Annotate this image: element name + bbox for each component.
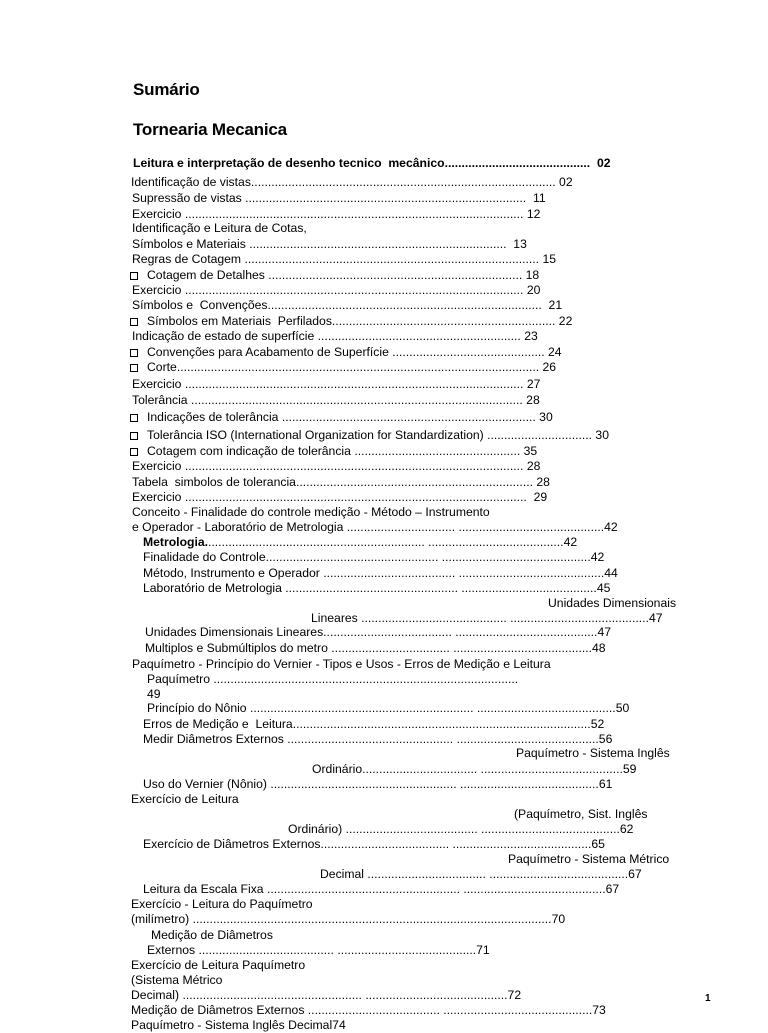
toc-entry-title: Símbolos e Materiais <box>132 237 250 251</box>
toc-entry-title: Regras de Cotagem <box>132 252 245 266</box>
toc-entry <box>508 852 669 867</box>
toc-entry <box>131 1018 346 1033</box>
toc-entry-leader-dots: ........................................................................... <box>268 268 523 282</box>
toc-entry-page: 71 <box>476 943 490 957</box>
toc-entry-page: 28 <box>523 459 541 473</box>
toc-entry-page: 52 <box>590 717 605 731</box>
toc-entry <box>131 988 521 1003</box>
toc-entry-title: Medir Diâmetros Externos <box>143 732 288 746</box>
toc-entry <box>132 475 550 490</box>
document-title: Tornearia Mecanica <box>133 120 287 139</box>
toc-entry-leader-dots: ............................................................................ <box>249 237 507 251</box>
toc-entry-page: 61 <box>598 777 613 791</box>
toc-entry-page: 70 <box>551 912 566 926</box>
toc-entry-page: 35 <box>520 444 538 458</box>
toc-entry-page: 02 <box>555 175 573 189</box>
toc-entry-title: Corte <box>147 360 177 374</box>
toc-entry <box>132 520 618 535</box>
toc-entry <box>132 505 490 520</box>
toc-entry-page: 44 <box>604 566 618 580</box>
toc-entry-title: Laboratório de Metrologia <box>143 581 286 595</box>
toc-entry-title: Paquímetro - Sistema Inglês <box>516 746 670 760</box>
checkbox-bullet-icon <box>130 364 138 372</box>
toc-entry-leader-dots: .................................................................................................... <box>184 207 524 221</box>
toc-entry <box>132 207 540 222</box>
toc-entry-leader-dots: ................................................... ........................................ <box>285 581 597 595</box>
toc-entry-leader-dots: ..................................................... .......................................... <box>182 988 508 1002</box>
toc-entry <box>143 535 577 550</box>
toc-entry-title: Decimal <box>320 867 368 881</box>
toc-entry-title: Princípio do Nônio <box>147 701 250 715</box>
toc-entry-leader-dots: .................................................................................................... <box>184 377 524 391</box>
toc-entry-page: 30 <box>592 428 609 442</box>
toc-entry-page: 18 <box>522 268 540 282</box>
toc-entry-title: Finalidade do Controle <box>143 550 266 564</box>
toc-entry <box>130 360 556 375</box>
toc-entry-leader-dots: ........................................ ......................................... <box>198 943 477 957</box>
toc-entry-title: Identificação de vistas <box>131 175 251 189</box>
toc-entry <box>132 459 540 474</box>
toc-entry-page: 59 <box>622 762 637 776</box>
toc-entry-leader-dots: ................................................. .......................................... <box>287 732 599 746</box>
toc-entry-leader-dots: .................................................................................................... <box>184 283 524 297</box>
toc-entry-title: Indicações de tolerância <box>147 410 282 424</box>
toc-entry-page: 13 <box>506 237 527 251</box>
toc-entry-leader-dots: ........................................................................................................... <box>176 360 540 374</box>
toc-entry-title: (Paquímetro, Sist. Inglês <box>514 807 648 821</box>
toc-entry-page: 74 <box>332 1018 346 1032</box>
toc-entry-page: 72 <box>507 988 522 1002</box>
toc-entry-title: Exercicio <box>132 283 185 297</box>
toc-entry <box>143 581 610 596</box>
toc-entry-leader-dots: ............................................. <box>392 345 545 359</box>
toc-entry-page: 50 <box>615 701 630 715</box>
toc-entry-title: Símbolos em Materiais Perfilados <box>147 314 332 328</box>
toc-entry <box>548 596 676 611</box>
toc-entry-page: 47 <box>597 625 612 639</box>
toc-entry-page: 30 <box>535 410 553 424</box>
toc-entry-page: 45 <box>596 581 611 595</box>
toc-entry <box>130 345 562 360</box>
toc-entry-page: 65 <box>591 837 605 851</box>
toc-entry-title: 49 <box>147 687 161 701</box>
toc-entry-leader-dots: ........................................... ......................................... <box>361 611 649 625</box>
toc-entry <box>130 428 609 443</box>
toc-entry-title: Medição de Diâmetros Externos <box>131 1003 308 1017</box>
toc-entry <box>132 252 556 267</box>
toc-entry <box>288 822 633 837</box>
toc-entry <box>132 191 546 206</box>
toc-entry-leader-dots: ........................................... <box>444 156 591 170</box>
toc-entry <box>143 717 604 732</box>
toc-entry-title: Paquímetro <box>147 672 214 686</box>
toc-entry-page: 28 <box>522 393 540 407</box>
checkbox-bullet-icon <box>130 318 138 326</box>
toc-entry-title: Erros de Medição e Leitura <box>143 717 293 731</box>
toc-entry-page: 02 <box>590 156 611 170</box>
toc-entry-title: Decimal) <box>131 988 183 1002</box>
toc-entry <box>145 625 611 640</box>
toc-entry-title: Identificação e Leitura de Cotas, <box>132 221 307 235</box>
toc-entry-leader-dots: ................................................. <box>354 444 521 458</box>
toc-entry-page: 22 <box>555 314 573 328</box>
toc-entry-title: Símbolos e Convenções <box>132 298 268 312</box>
toc-entry <box>143 777 612 792</box>
toc-entry-title: Metrologia. <box>143 535 209 549</box>
toc-entry-title: (milímetro) <box>131 912 193 926</box>
toc-entry-page: 21 <box>541 298 563 312</box>
toc-entry-title: Exercício de Diâmetros Externos <box>143 837 321 851</box>
toc-entry-leader-dots: ................................................................................... <box>245 191 527 205</box>
toc-entry-title: Medição de Diâmetros <box>151 928 273 942</box>
toc-entry-leader-dots: ....................................... ......................................... <box>345 822 620 836</box>
toc-entry-title: Leitura e interpretação de desenho tecnico mecânico <box>133 156 445 170</box>
toc-entry-title: Indicação de estado de superfície <box>132 329 318 343</box>
toc-entry-title: Uso do Vernier (Nônio) <box>143 777 271 791</box>
toc-entry-leader-dots: ........................................................................................ <box>292 717 591 731</box>
toc-entry-page: 23 <box>520 329 538 343</box>
toc-entry <box>143 550 604 565</box>
toc-entry <box>147 687 161 702</box>
checkbox-bullet-icon <box>130 414 138 422</box>
toc-title: Sumário <box>133 80 200 99</box>
toc-entry <box>131 912 565 927</box>
toc-entry-leader-dots: .................................. .......................................... <box>362 762 623 776</box>
toc-entry-page: 42 <box>604 520 618 534</box>
toc-entry-title: Externos <box>147 943 199 957</box>
toc-entry <box>143 837 605 852</box>
checkbox-bullet-icon <box>130 272 138 280</box>
toc-entry-page: 27 <box>523 377 541 391</box>
toc-entry-leader-dots: ................................ ........................................... <box>346 520 605 534</box>
toc-entry-page: 67 <box>605 882 620 896</box>
toc-entry-title: Exercicio <box>132 207 185 221</box>
toc-entry-title: Exercício de Leitura Paquímetro <box>131 958 306 972</box>
toc-entry <box>147 943 490 958</box>
toc-entry-page: 48 <box>592 641 606 655</box>
toc-entry-page: 42 <box>590 550 605 564</box>
toc-entry <box>130 314 572 329</box>
toc-entry-title: Cotagem de Detalhes <box>147 268 269 282</box>
toc-entry-leader-dots: .......................................................................................................... <box>192 912 552 926</box>
toc-entry-page: 26 <box>539 360 557 374</box>
toc-entry-title: Paquímetro - Princípio do Vernier - Tipos e Usos - Erros de Medição e Leitura <box>132 657 551 671</box>
toc-entry-leader-dots: .......................................................................................... <box>250 175 556 189</box>
toc-entry-title: Multiplos e Submúltiplos do metro <box>145 641 332 655</box>
checkbox-bullet-icon <box>130 448 138 456</box>
toc-entry-leader-dots: ....................................................... ......................................... <box>270 777 599 791</box>
toc-entry-leader-dots: ....................................................................................... <box>244 252 540 266</box>
toc-entry-title: (Sistema Métrico <box>131 973 223 987</box>
toc-entry-title: Exercicio <box>132 459 185 473</box>
toc-entry <box>131 973 222 988</box>
toc-entry-leader-dots: .................................................................. ......................................... <box>249 701 616 715</box>
toc-entry-title: Exercicio <box>132 377 185 391</box>
toc-entry-leader-dots: ............................... <box>487 428 593 442</box>
toc-entry-title: Paquímetro - Sistema Inglês Decimal <box>131 1018 333 1032</box>
toc-entry <box>516 746 670 761</box>
toc-entry <box>132 237 527 252</box>
toc-entry-title: Lineares <box>311 611 362 625</box>
toc-entry-title: Supressão de vistas <box>132 191 246 205</box>
toc-entry-page: 11 <box>526 191 546 205</box>
toc-entry <box>312 762 636 777</box>
toc-entry <box>147 701 629 716</box>
toc-entry <box>145 641 606 656</box>
toc-entry-leader-dots: ............................................................ <box>317 329 521 343</box>
toc-entry-title: Exercicio <box>132 490 185 504</box>
toc-entry <box>130 410 553 425</box>
toc-entry <box>143 732 612 747</box>
toc-entry-page: 20 <box>523 283 541 297</box>
toc-entry-leader-dots: .................................................................. <box>331 314 556 328</box>
toc-entry-leader-dots: ................................................... ............................................ <box>265 550 591 564</box>
toc-entry <box>132 393 540 408</box>
toc-entry-leader-dots: ...................................... ......................................... <box>320 837 592 851</box>
toc-entry <box>131 958 305 973</box>
toc-entry-leader-dots: ...................................................................... <box>295 475 533 489</box>
toc-entry <box>131 175 573 190</box>
toc-entry-title: e Operador - Laboratório de Metrologia <box>132 520 347 534</box>
toc-entry-page: 15 <box>539 252 557 266</box>
toc-entry <box>132 329 538 344</box>
toc-entry <box>132 377 540 392</box>
toc-entry <box>514 807 647 822</box>
toc-entry-title: Ordinário) <box>288 822 346 836</box>
toc-entry <box>132 221 307 236</box>
toc-entry <box>143 566 618 581</box>
toc-entry-leader-dots: .................................................................................................. <box>190 393 523 407</box>
toc-entry-title: Método, Instrumento e Operador <box>143 566 324 580</box>
toc-entry-title: Unidades Dimensionais <box>548 596 677 610</box>
toc-entry <box>133 156 611 171</box>
checkbox-bullet-icon <box>130 349 138 357</box>
toc-entry <box>131 897 313 912</box>
toc-entry <box>132 298 562 313</box>
toc-entry-leader-dots: .................................................................................................... <box>184 459 524 473</box>
toc-entry <box>320 867 642 882</box>
toc-entry-page: 24 <box>544 345 562 359</box>
toc-entry-leader-dots: ....................................... ........................................... <box>323 566 605 580</box>
toc-entry-title: Conceito - Finalidade do controle medição - Método – Instrumento <box>132 505 490 519</box>
toc-entry-leader-dots: ......................................................... .......................................... <box>266 882 606 896</box>
page-number: 1 <box>705 993 711 1004</box>
toc-entry-page: 62 <box>619 822 634 836</box>
toc-entry-title: Cotagem com indicação de tolerância <box>147 444 355 458</box>
toc-entry-leader-dots: ................................... ......................................... <box>367 867 629 881</box>
toc-entry-title: Exercício - Leitura do Paquímetro <box>131 897 313 911</box>
toc-entry <box>130 268 539 283</box>
toc-entry <box>143 882 619 897</box>
toc-entry-page: 29 <box>526 490 548 504</box>
toc-entry-page: 28 <box>532 475 550 489</box>
toc-entry <box>132 490 547 505</box>
toc-entry <box>132 283 540 298</box>
toc-entry-title: Tolerância ISO (International Organization for Standardization) <box>147 428 488 442</box>
checkbox-bullet-icon <box>130 432 138 440</box>
toc-entry-page: 56 <box>598 732 613 746</box>
toc-entry <box>132 657 551 672</box>
toc-entry-title: Ordinário <box>312 762 363 776</box>
toc-entry <box>147 672 518 687</box>
toc-entry-page: 73 <box>592 1003 606 1017</box>
toc-entry <box>131 792 239 807</box>
toc-entry-title: Paquímetro - Sistema Métrico <box>508 852 670 866</box>
toc-entry-leader-dots: ................................................................ ........................................ <box>208 535 564 549</box>
toc-entry-leader-dots: ................................................................................. <box>267 298 542 312</box>
toc-entry-leader-dots: ........................................................................... <box>281 410 536 424</box>
toc-entry <box>131 1003 606 1018</box>
toc-entry-leader-dots: ................................... ......................................... <box>331 641 593 655</box>
toc-entry-title: Exercício de Leitura <box>131 792 239 806</box>
toc-entry-leader-dots: .......................................................................................... <box>213 672 519 686</box>
toc-entry-title: Tabela simbolos de tolerancia <box>132 475 296 489</box>
toc-entry-title: Leitura da Escala Fixa <box>143 882 267 896</box>
toc-entry <box>151 928 273 943</box>
toc-entry-page: 12 <box>523 207 541 221</box>
toc-entry <box>311 611 663 626</box>
toc-entry-leader-dots: ...................................... .......................................... <box>323 625 598 639</box>
toc-entry-leader-dots: ..................................................................................................... <box>184 490 527 504</box>
toc-entry-leader-dots: ....................................... ............................................ <box>307 1003 593 1017</box>
toc-entry-title: Tolerância <box>132 393 191 407</box>
toc-entry <box>130 444 537 459</box>
toc-entry-page: 42 <box>563 535 578 549</box>
toc-entry-page: 67 <box>628 867 642 881</box>
toc-entry-title: Convenções para Acabamento de Superfície <box>147 345 393 359</box>
toc-entry-title: Unidades Dimensionais Lineares <box>145 625 324 639</box>
toc-entry-page: 47 <box>648 611 663 625</box>
